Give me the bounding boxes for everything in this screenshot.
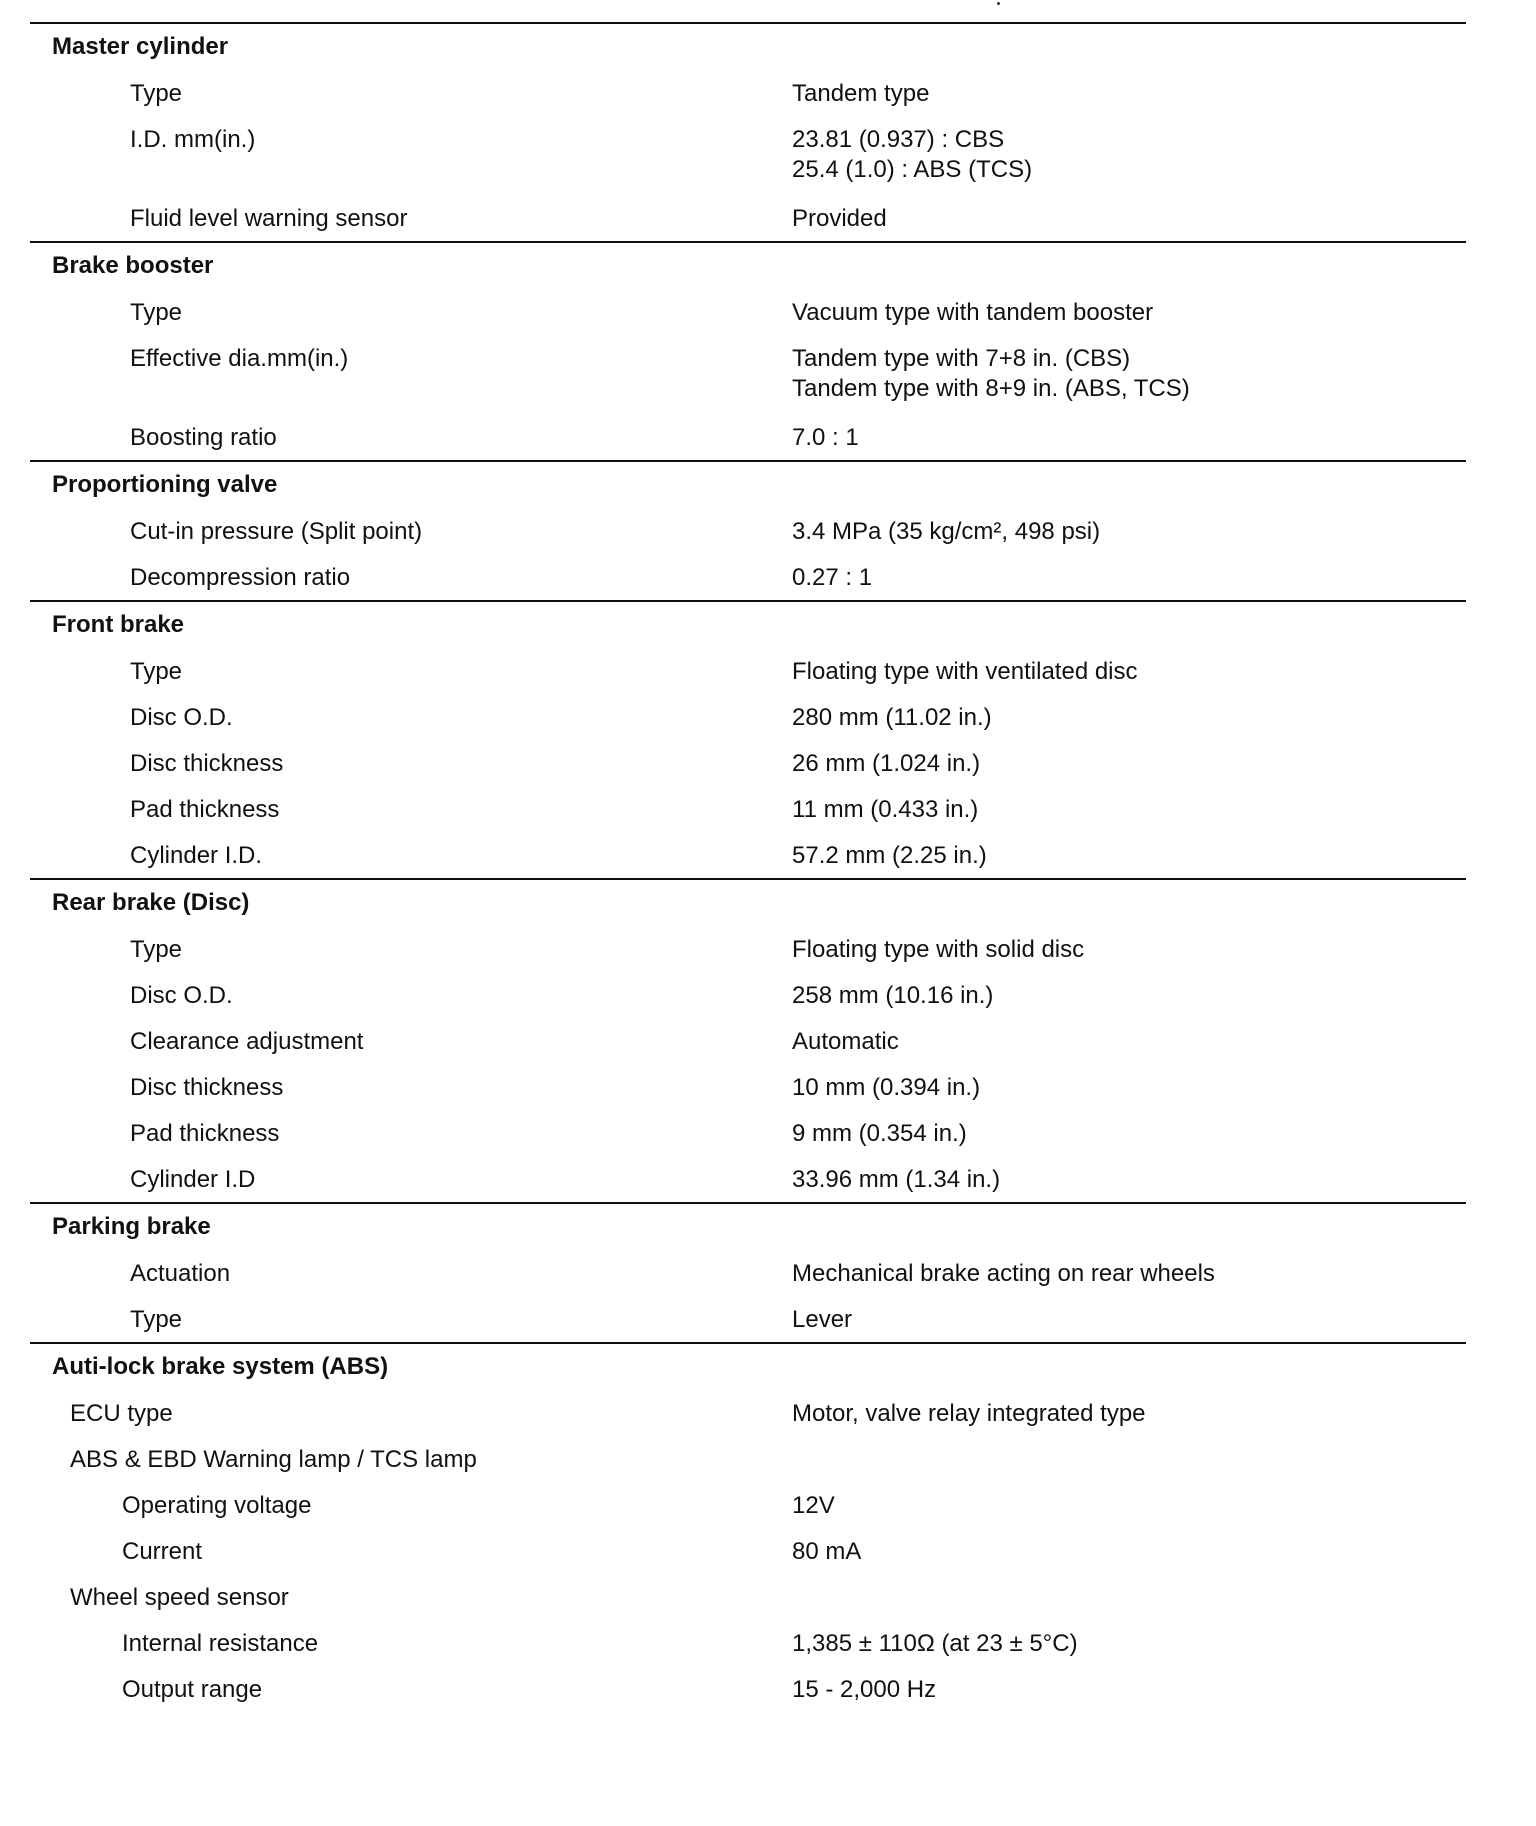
spec-value: [792, 1119, 1466, 1149]
spec-label: Cylinder I.D: [130, 1166, 256, 1193]
spec-row: [30, 335, 1466, 414]
spec-section: [30, 602, 1466, 880]
spec-value: [792, 703, 1466, 733]
spec-value: [792, 841, 1466, 871]
spec-row: [30, 508, 1466, 554]
section-title: Rear brake (Disc): [52, 889, 250, 916]
spec-value: [792, 1629, 1466, 1659]
spec-row: [30, 786, 1466, 832]
spec-value: [792, 657, 1466, 687]
spec-row: [30, 1018, 1466, 1064]
spec-value: [792, 935, 1466, 965]
spec-value: [792, 517, 1466, 547]
spec-value: [792, 423, 1466, 453]
spec-value-line: Floating type with solid disc: [792, 936, 1085, 963]
spec-value: [792, 563, 1466, 593]
section-heading-row: [30, 462, 1466, 508]
spec-label: Internal resistance: [122, 1630, 319, 1657]
spec-value-line: 10 mm (0.394 in.): [792, 1074, 981, 1101]
spec-value: [792, 1675, 1466, 1705]
spec-value: [792, 1305, 1466, 1335]
section-title: Auti-lock brake system (ABS): [52, 1353, 389, 1380]
spec-label: Disc thickness: [130, 1074, 284, 1101]
spec-row: [30, 1620, 1466, 1666]
spec-value: [792, 1027, 1466, 1057]
spec-row: [30, 1574, 1466, 1620]
spec-row: [30, 740, 1466, 786]
spec-row: [30, 70, 1466, 116]
spec-label: Current: [122, 1538, 203, 1565]
spec-value: [792, 298, 1466, 328]
spec-label: ABS & EBD Warning lamp / TCS lamp: [70, 1446, 477, 1473]
spec-value: [792, 1259, 1466, 1289]
spec-section: [30, 243, 1466, 462]
spec-row: [30, 1296, 1466, 1342]
spec-value-line: 3.4 MPa (35 kg/cm², 498 psi): [792, 518, 1101, 545]
spec-row: [30, 1436, 1466, 1482]
spec-label: Disc thickness: [130, 750, 284, 777]
spec-row: [30, 1528, 1466, 1574]
spec-label: Cylinder I.D.: [130, 842, 263, 869]
section-title: Front brake: [52, 611, 185, 638]
section-heading-row: [30, 602, 1466, 648]
spec-value-line: Tandem type with 8+9 in. (ABS, TCS): [792, 375, 1190, 402]
spec-value: [792, 795, 1466, 825]
spec-label: Boosting ratio: [130, 424, 277, 451]
spec-row: [30, 1250, 1466, 1296]
spec-label: Type: [130, 658, 183, 685]
spec-label: Disc O.D.: [130, 982, 233, 1009]
section-heading-row: [30, 1204, 1466, 1250]
spec-value-line: Mechanical brake acting on rear wheels: [792, 1260, 1215, 1287]
spec-value-line: Automatic: [792, 1028, 899, 1055]
section-title: Parking brake: [52, 1213, 211, 1240]
spec-label: Type: [130, 936, 183, 963]
spec-value: [792, 344, 1466, 404]
spec-row: [30, 1482, 1466, 1528]
section-heading-row: [30, 1344, 1466, 1390]
spec-value: [792, 1399, 1466, 1429]
section-title: Brake booster: [52, 252, 214, 279]
spec-label: Clearance adjustment: [130, 1028, 364, 1055]
stray-mark: [997, 2, 1000, 5]
spec-label: Fluid level warning sensor: [130, 205, 408, 232]
spec-value-line: Floating type with ventilated disc: [792, 658, 1138, 685]
spec-section: [30, 462, 1466, 602]
spec-row: [30, 116, 1466, 195]
spec-row: [30, 648, 1466, 694]
spec-row: [30, 1064, 1466, 1110]
spec-value-line: 0.27 : 1: [792, 564, 873, 591]
spec-label: Output range: [122, 1676, 263, 1703]
spec-row: [30, 1110, 1466, 1156]
spec-label: I.D. mm(in.): [130, 126, 256, 153]
spec-section: [30, 1204, 1466, 1344]
spec-value-line: Provided: [792, 205, 887, 232]
spec-value-line: 15 - 2,000 Hz: [792, 1676, 937, 1703]
spec-value: [792, 1073, 1466, 1103]
section-heading-row: [30, 880, 1466, 926]
spec-value: [792, 1491, 1466, 1521]
spec-section: [30, 1344, 1466, 1712]
spec-label: Type: [130, 299, 183, 326]
spec-value-line: Vacuum type with tandem booster: [792, 299, 1154, 326]
spec-value-line: 23.81 (0.937) : CBS: [792, 126, 1005, 153]
spec-label: Type: [130, 1306, 183, 1333]
spec-value-line: 7.0 : 1: [792, 424, 859, 451]
spec-label: Wheel speed sensor: [70, 1584, 289, 1611]
spec-label: Type: [130, 80, 183, 107]
spec-row: [30, 195, 1466, 241]
spec-row: [30, 1156, 1466, 1202]
spec-value-line: 11 mm (0.433 in.): [792, 796, 979, 823]
spec-value: [792, 125, 1466, 185]
spec-value: [792, 1537, 1466, 1567]
spec-value: [792, 79, 1466, 109]
spec-row: [30, 414, 1466, 460]
spec-row: [30, 926, 1466, 972]
spec-value-line: 280 mm (11.02 in.): [792, 704, 992, 731]
spec-value-line: Motor, valve relay integrated type: [792, 1400, 1146, 1427]
spec-row: [30, 289, 1466, 335]
spec-value-line: 57.2 mm (2.25 in.): [792, 842, 987, 869]
spec-value-line: 258 mm (10.16 in.): [792, 982, 994, 1009]
spec-value-line: 1,385 ± 110Ω (at 23 ± 5°C): [792, 1630, 1078, 1657]
spec-label: Effective dia.mm(in.): [130, 345, 349, 372]
spec-value-line: Tandem type: [792, 80, 930, 107]
spec-row: [30, 554, 1466, 600]
spec-row: [30, 972, 1466, 1018]
spec-row: [30, 694, 1466, 740]
spec-row: [30, 1390, 1466, 1436]
spec-value-line: Tandem type with 7+8 in. (CBS): [792, 345, 1131, 372]
spec-value: [792, 1165, 1466, 1195]
spec-value-line: 25.4 (1.0) : ABS (TCS): [792, 156, 1033, 183]
spec-value-line: 33.96 mm (1.34 in.): [792, 1166, 1001, 1193]
spec-value-line: 9 mm (0.354 in.): [792, 1120, 967, 1147]
spec-value-line: 26 mm (1.024 in.): [792, 750, 981, 777]
spec-value-line: Lever: [792, 1306, 853, 1333]
spec-section: [30, 880, 1466, 1204]
spec-label: Cut-in pressure (Split point): [130, 518, 423, 545]
spec-label: Pad thickness: [130, 1120, 280, 1147]
spec-value-line: 80 mA: [792, 1538, 862, 1565]
spec-label: ECU type: [70, 1400, 173, 1427]
spec-label: Disc O.D.: [130, 704, 233, 731]
spec-section: [30, 24, 1466, 243]
spec-value: [792, 981, 1466, 1011]
spec-label: Decompression ratio: [130, 564, 351, 591]
spec-value: [792, 204, 1466, 234]
spec-value: [792, 749, 1466, 779]
spec-row: [30, 832, 1466, 878]
spec-row: [30, 1666, 1466, 1712]
section-heading-row: [30, 243, 1466, 289]
spec-label: Actuation: [130, 1260, 231, 1287]
section-heading-row: [30, 24, 1466, 70]
spec-label: Operating voltage: [122, 1492, 312, 1519]
section-title: Proportioning valve: [52, 471, 278, 498]
section-title: Master cylinder: [52, 33, 229, 60]
spec-value-line: 12V: [792, 1492, 835, 1519]
specification-table: [30, 22, 1466, 1712]
spec-label: Pad thickness: [130, 796, 280, 823]
